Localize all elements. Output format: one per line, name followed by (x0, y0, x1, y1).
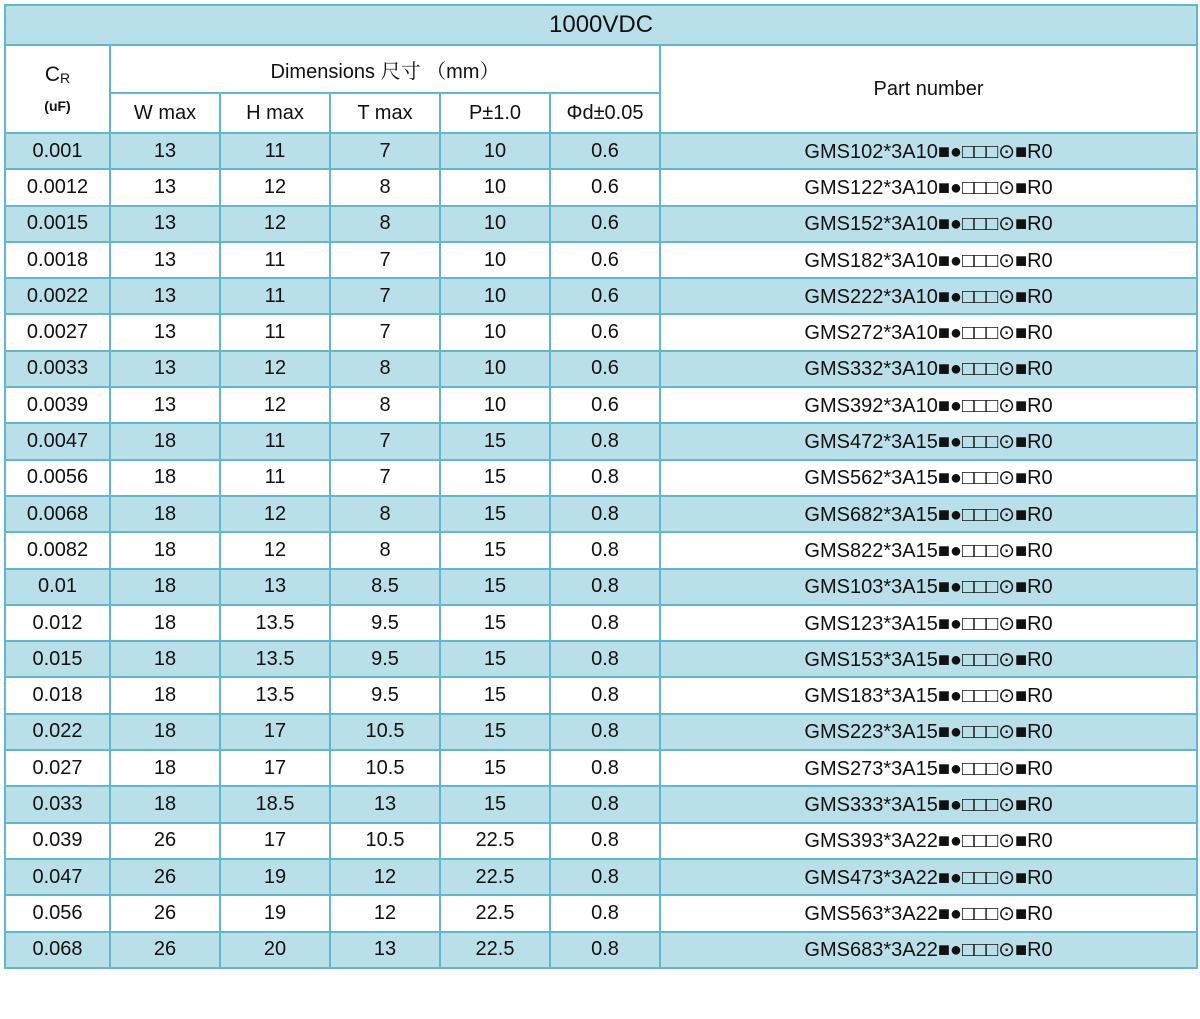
table-row (5, 859, 1197, 895)
lead-diameter-cell: 0.8 (550, 605, 660, 641)
lead-diameter-cell: 0.6 (550, 314, 660, 350)
pitch-cell: 10 (440, 387, 550, 423)
table-row (5, 133, 1197, 169)
h-max-cell: 11 (220, 242, 330, 278)
capacitance-cell: 0.0012 (5, 169, 110, 205)
t-max-cell: 8 (330, 206, 440, 242)
t-max-cell: 8 (330, 387, 440, 423)
pitch-cell: 10 (440, 314, 550, 350)
h-max-cell: 19 (220, 895, 330, 931)
t-max-cell: 7 (330, 133, 440, 169)
h-max-cell: 13.5 (220, 641, 330, 677)
capacitance-header (5, 45, 110, 133)
table-row (5, 314, 1197, 350)
h-max-cell: 11 (220, 423, 330, 459)
part-number-cell: GMS333*3A15■●□□□⊙■R0 (660, 786, 1197, 822)
h-max-cell: 12 (220, 496, 330, 532)
table-row (5, 423, 1197, 459)
table-row (5, 387, 1197, 423)
capacitance-cell: 0.0068 (5, 496, 110, 532)
part-number-cell: GMS473*3A22■●□□□⊙■R0 (660, 859, 1197, 895)
table-row (5, 895, 1197, 931)
table-row (5, 278, 1197, 314)
capacitance-cell: 0.027 (5, 750, 110, 786)
pitch-cell: 15 (440, 460, 550, 496)
part-number-cell: GMS393*3A22■●□□□⊙■R0 (660, 823, 1197, 859)
w-max-cell: 18 (110, 460, 220, 496)
column-header-w-max: W max (110, 93, 220, 133)
table-row (5, 714, 1197, 750)
lead-diameter-cell: 0.6 (550, 387, 660, 423)
t-max-cell: 7 (330, 278, 440, 314)
table-row (5, 460, 1197, 496)
table-row (5, 932, 1197, 968)
capacitance-cell: 0.068 (5, 932, 110, 968)
table-row (5, 532, 1197, 568)
capacitance-cell: 0.033 (5, 786, 110, 822)
t-max-cell: 9.5 (330, 677, 440, 713)
pitch-cell: 22.5 (440, 932, 550, 968)
pitch-cell: 22.5 (440, 823, 550, 859)
lead-diameter-cell: 0.8 (550, 532, 660, 568)
part-number-cell: GMS273*3A15■●□□□⊙■R0 (660, 750, 1197, 786)
capacitance-cell: 0.015 (5, 641, 110, 677)
h-max-cell: 13.5 (220, 677, 330, 713)
h-max-cell: 12 (220, 206, 330, 242)
capacitance-cell: 0.01 (5, 569, 110, 605)
pitch-cell: 15 (440, 677, 550, 713)
pitch-cell: 10 (440, 351, 550, 387)
capacitance-cell: 0.0027 (5, 314, 110, 350)
capacitor-spec-table (4, 4, 1198, 969)
column-header-t-max: T max (330, 93, 440, 133)
capacitance-cell: 0.0015 (5, 206, 110, 242)
pitch-cell: 15 (440, 605, 550, 641)
part-number-cell: GMS102*3A10■●□□□⊙■R0 (660, 133, 1197, 169)
table-row (5, 605, 1197, 641)
w-max-cell: 13 (110, 206, 220, 242)
w-max-cell: 13 (110, 242, 220, 278)
h-max-cell: 12 (220, 169, 330, 205)
pitch-cell: 10 (440, 278, 550, 314)
h-max-cell: 13.5 (220, 605, 330, 641)
pitch-cell: 15 (440, 714, 550, 750)
h-max-cell: 13 (220, 569, 330, 605)
t-max-cell: 12 (330, 859, 440, 895)
w-max-cell: 13 (110, 351, 220, 387)
lead-diameter-cell: 0.8 (550, 823, 660, 859)
t-max-cell: 10.5 (330, 750, 440, 786)
t-max-cell: 13 (330, 932, 440, 968)
h-max-cell: 11 (220, 314, 330, 350)
part-number-cell: GMS332*3A10■●□□□⊙■R0 (660, 351, 1197, 387)
pitch-cell: 10 (440, 206, 550, 242)
lead-diameter-cell: 0.8 (550, 641, 660, 677)
lead-diameter-cell: 0.6 (550, 206, 660, 242)
w-max-cell: 18 (110, 605, 220, 641)
pitch-cell: 15 (440, 496, 550, 532)
pitch-cell: 10 (440, 133, 550, 169)
capacitance-cell: 0.001 (5, 133, 110, 169)
h-max-cell: 11 (220, 460, 330, 496)
capacitance-cell: 0.047 (5, 859, 110, 895)
part-number-cell: GMS153*3A15■●□□□⊙■R0 (660, 641, 1197, 677)
lead-diameter-cell: 0.8 (550, 750, 660, 786)
part-number-cell: GMS223*3A15■●□□□⊙■R0 (660, 714, 1197, 750)
h-max-cell: 17 (220, 714, 330, 750)
w-max-cell: 26 (110, 859, 220, 895)
table-title: 1000VDC (5, 5, 1197, 45)
table-row (5, 641, 1197, 677)
part-number-cell: GMS123*3A15■●□□□⊙■R0 (660, 605, 1197, 641)
part-number-cell: GMS222*3A10■●□□□⊙■R0 (660, 278, 1197, 314)
t-max-cell: 8 (330, 496, 440, 532)
table-row (5, 786, 1197, 822)
capacitance-cell: 0.056 (5, 895, 110, 931)
w-max-cell: 18 (110, 786, 220, 822)
part-number-cell: GMS183*3A15■●□□□⊙■R0 (660, 677, 1197, 713)
w-max-cell: 18 (110, 423, 220, 459)
column-header-lead-diameter: Φd±0.05 (550, 93, 660, 133)
w-max-cell: 13 (110, 278, 220, 314)
lead-diameter-cell: 0.8 (550, 569, 660, 605)
lead-diameter-cell: 0.6 (550, 169, 660, 205)
w-max-cell: 26 (110, 895, 220, 931)
lead-diameter-cell: 0.8 (550, 895, 660, 931)
capacitance-cell: 0.0056 (5, 460, 110, 496)
h-max-cell: 20 (220, 932, 330, 968)
h-max-cell: 12 (220, 532, 330, 568)
lead-diameter-cell: 0.8 (550, 714, 660, 750)
t-max-cell: 8 (330, 351, 440, 387)
part-number-cell: GMS182*3A10■●□□□⊙■R0 (660, 242, 1197, 278)
table-row (5, 169, 1197, 205)
capacitance-cell: 0.0018 (5, 242, 110, 278)
part-number-cell: GMS392*3A10■●□□□⊙■R0 (660, 387, 1197, 423)
t-max-cell: 12 (330, 895, 440, 931)
table-body (5, 133, 1197, 968)
capacitance-cell: 0.018 (5, 677, 110, 713)
w-max-cell: 18 (110, 569, 220, 605)
table-row (5, 569, 1197, 605)
capacitance-cell: 0.039 (5, 823, 110, 859)
table-row (5, 823, 1197, 859)
table-row (5, 351, 1197, 387)
lead-diameter-cell: 0.6 (550, 133, 660, 169)
column-header-pitch: P±1.0 (440, 93, 550, 133)
w-max-cell: 18 (110, 714, 220, 750)
capacitance-cell: 0.0039 (5, 387, 110, 423)
pitch-cell: 15 (440, 423, 550, 459)
lead-diameter-cell: 0.8 (550, 859, 660, 895)
t-max-cell: 7 (330, 460, 440, 496)
t-max-cell: 13 (330, 786, 440, 822)
pitch-cell: 10 (440, 169, 550, 205)
capacitance-cell: 0.022 (5, 714, 110, 750)
w-max-cell: 18 (110, 641, 220, 677)
w-max-cell: 13 (110, 169, 220, 205)
w-max-cell: 13 (110, 133, 220, 169)
part-number-cell: GMS472*3A15■●□□□⊙■R0 (660, 423, 1197, 459)
part-number-header: Part number (660, 45, 1197, 133)
h-max-cell: 12 (220, 387, 330, 423)
part-number-cell: GMS822*3A15■●□□□⊙■R0 (660, 532, 1197, 568)
w-max-cell: 18 (110, 496, 220, 532)
h-max-cell: 12 (220, 351, 330, 387)
capacitance-symbol: $C_R$ (44, 62, 71, 86)
table-row (5, 206, 1197, 242)
t-max-cell: 10.5 (330, 823, 440, 859)
capacitance-cell: 0.0082 (5, 532, 110, 568)
w-max-cell: 18 (110, 532, 220, 568)
capacitance-unit: (uF) (44, 97, 71, 114)
table-row (5, 677, 1197, 713)
t-max-cell: 8 (330, 532, 440, 568)
h-max-cell: 11 (220, 278, 330, 314)
part-number-cell: GMS103*3A15■●□□□⊙■R0 (660, 569, 1197, 605)
capacitance-cell: 0.0047 (5, 423, 110, 459)
part-number-cell: GMS683*3A22■●□□□⊙■R0 (660, 932, 1197, 968)
capacitance-cell: 0.0022 (5, 278, 110, 314)
capacitance-cell: 0.012 (5, 605, 110, 641)
w-max-cell: 13 (110, 314, 220, 350)
pitch-cell: 15 (440, 569, 550, 605)
t-max-cell: 9.5 (330, 641, 440, 677)
h-max-cell: 17 (220, 750, 330, 786)
lead-diameter-cell: 0.8 (550, 677, 660, 713)
column-header-h-max: H max (220, 93, 330, 133)
lead-diameter-cell: 0.6 (550, 278, 660, 314)
t-max-cell: 7 (330, 423, 440, 459)
part-number-cell: GMS122*3A10■●□□□⊙■R0 (660, 169, 1197, 205)
lead-diameter-cell: 0.8 (550, 786, 660, 822)
pitch-cell: 15 (440, 532, 550, 568)
pitch-cell: 15 (440, 641, 550, 677)
lead-diameter-cell: 0.6 (550, 242, 660, 278)
lead-diameter-cell: 0.8 (550, 460, 660, 496)
t-max-cell: 7 (330, 314, 440, 350)
w-max-cell: 26 (110, 932, 220, 968)
h-max-cell: 17 (220, 823, 330, 859)
part-number-cell: GMS562*3A15■●□□□⊙■R0 (660, 460, 1197, 496)
pitch-cell: 15 (440, 750, 550, 786)
w-max-cell: 13 (110, 387, 220, 423)
table-row (5, 496, 1197, 532)
part-number-cell: GMS152*3A10■●□□□⊙■R0 (660, 206, 1197, 242)
table-row (5, 242, 1197, 278)
lead-diameter-cell: 0.8 (550, 932, 660, 968)
t-max-cell: 9.5 (330, 605, 440, 641)
part-number-cell: GMS563*3A22■●□□□⊙■R0 (660, 895, 1197, 931)
h-max-cell: 19 (220, 859, 330, 895)
t-max-cell: 8 (330, 169, 440, 205)
w-max-cell: 18 (110, 677, 220, 713)
lead-diameter-cell: 0.6 (550, 351, 660, 387)
table-row (5, 750, 1197, 786)
t-max-cell: 10.5 (330, 714, 440, 750)
w-max-cell: 18 (110, 750, 220, 786)
t-max-cell: 7 (330, 242, 440, 278)
h-max-cell: 11 (220, 133, 330, 169)
pitch-cell: 22.5 (440, 859, 550, 895)
t-max-cell: 8.5 (330, 569, 440, 605)
part-number-cell: GMS682*3A15■●□□□⊙■R0 (660, 496, 1197, 532)
w-max-cell: 26 (110, 823, 220, 859)
pitch-cell: 10 (440, 242, 550, 278)
h-max-cell: 18.5 (220, 786, 330, 822)
lead-diameter-cell: 0.8 (550, 496, 660, 532)
part-number-cell: GMS272*3A10■●□□□⊙■R0 (660, 314, 1197, 350)
capacitance-cell: 0.0033 (5, 351, 110, 387)
dimensions-header: Dimensions 尺寸 （mm） (110, 45, 660, 93)
pitch-cell: 15 (440, 786, 550, 822)
pitch-cell: 22.5 (440, 895, 550, 931)
lead-diameter-cell: 0.8 (550, 423, 660, 459)
